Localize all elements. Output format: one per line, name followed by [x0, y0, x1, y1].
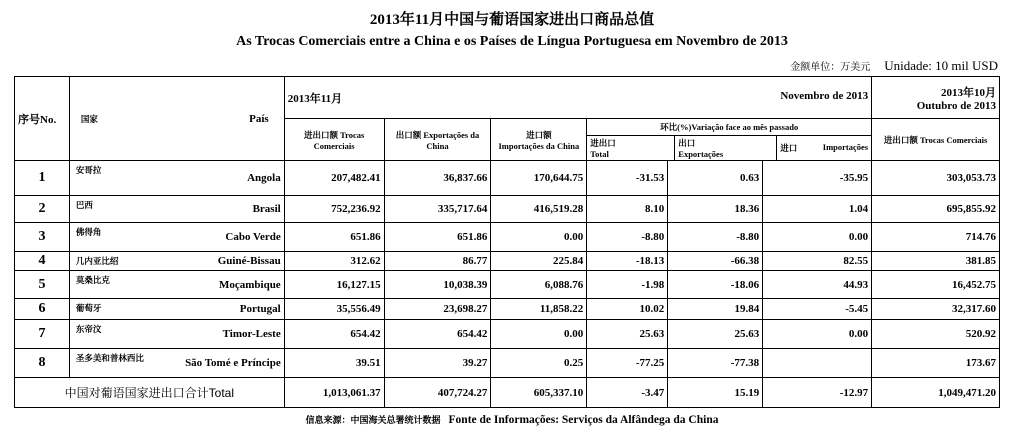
trade-value: 35,556.49 — [284, 299, 384, 320]
header-period-cn: 2013年11月 — [287, 92, 343, 105]
total-var-imp: -12.97 — [763, 378, 872, 408]
header-var — [587, 119, 872, 161]
total-trade: 1,013,061.37 — [284, 378, 384, 408]
country-cn: 莫桑比克 — [75, 275, 110, 285]
header-var-imp — [777, 136, 871, 160]
export-value: 23,698.27 — [384, 299, 491, 320]
var-export: -66.38 — [668, 252, 763, 271]
header-trade-pt: Trocas Comerciais — [313, 129, 365, 151]
country-pt: São Tomé e Príncipe — [185, 357, 281, 369]
import-value: 0.00 — [491, 223, 587, 252]
header-imp — [491, 119, 587, 161]
row-number: 7 — [15, 320, 70, 349]
header-trade-cn: 进出口额 — [303, 129, 338, 140]
header-var-total — [587, 136, 675, 160]
header-var-exp-cn: 出口 — [678, 138, 696, 148]
header-prev — [872, 77, 1000, 119]
header-prev-cn: 2013年10月 — [941, 86, 996, 99]
header-var-total-cn: 进出口 — [590, 138, 616, 148]
country-cell — [69, 320, 284, 349]
country-pt: Brasil — [252, 203, 281, 215]
var-import: 0.00 — [763, 223, 872, 252]
prev-trade-value: 173.67 — [872, 349, 1000, 378]
row-number: 6 — [15, 299, 70, 320]
header-var-total-pt: Total — [590, 149, 609, 159]
country-cell — [69, 223, 284, 252]
prev-trade-value: 381.85 — [872, 252, 1000, 271]
import-value: 225.84 — [491, 252, 587, 271]
header-no: 序号No. — [15, 77, 70, 161]
header-exp — [384, 119, 491, 161]
header-var-label: 环比(%)Variação face ao mês passado — [587, 119, 871, 136]
table-row — [15, 320, 1000, 349]
import-value: 11,858.22 — [491, 299, 587, 320]
var-import: 44.93 — [763, 271, 872, 299]
var-export: -8.80 — [668, 223, 763, 252]
header-prev-trade-cn: 进出口额 — [883, 134, 918, 145]
prev-trade-value: 714.76 — [872, 223, 1000, 252]
row-number: 8 — [15, 349, 70, 378]
var-total: -31.53 — [587, 161, 668, 196]
import-value: 0.00 — [491, 320, 587, 349]
country-cn: 佛得角 — [75, 227, 102, 237]
export-value: 10,038.39 — [384, 271, 491, 299]
trade-value: 651.86 — [284, 223, 384, 252]
import-value: 6,088.76 — [491, 271, 587, 299]
header-var-exp — [675, 136, 777, 160]
row-number: 3 — [15, 223, 70, 252]
country-cn: 葡萄牙 — [75, 303, 102, 313]
row-number: 5 — [15, 271, 70, 299]
var-import: 82.55 — [763, 252, 872, 271]
header-prev-trade — [872, 119, 1000, 161]
row-number: 4 — [15, 252, 70, 271]
header-exp-cn: 出口额 — [395, 129, 422, 140]
total-var-total: -3.47 — [587, 378, 668, 408]
header-var-imp-pt: Importações — [822, 142, 869, 152]
prev-trade-value: 16,452.75 — [872, 271, 1000, 299]
export-value: 36,837.66 — [384, 161, 491, 196]
source-cn: 信息来源：中国海关总署统计数据 — [305, 415, 441, 425]
import-value: 0.25 — [491, 349, 587, 378]
var-export: -77.38 — [668, 349, 763, 378]
header-var-exp-pt: Exportações — [678, 149, 724, 159]
header-period-pt: Novembro de 2013 — [780, 89, 869, 102]
var-total: -1.98 — [587, 271, 668, 299]
country-cell — [69, 196, 284, 223]
page-title: 2013年11月中国与葡语国家进出口商品总值 — [369, 12, 655, 28]
var-import: -5.45 — [763, 299, 872, 320]
var-export: 25.63 — [668, 320, 763, 349]
export-value: 86.77 — [384, 252, 491, 271]
row-number: 1 — [15, 161, 70, 196]
country-cn: 圣多美和普林西比 — [75, 353, 144, 363]
total-var-exp: 15.19 — [668, 378, 763, 408]
export-value: 654.42 — [384, 320, 491, 349]
total-imp: 605,337.10 — [491, 378, 587, 408]
page-subtitle: As Trocas Comerciais entre a China e os Países de Língua Portuguesa em Novembro de 2013 — [236, 34, 788, 49]
table-row — [15, 252, 1000, 271]
table-row — [15, 223, 1000, 252]
total-exp: 407,724.27 — [384, 378, 491, 408]
trade-value: 654.42 — [284, 320, 384, 349]
var-import: 0.00 — [763, 320, 872, 349]
country-cn: 安哥拉 — [75, 165, 102, 175]
trade-value: 16,127.15 — [284, 271, 384, 299]
table-row — [15, 271, 1000, 299]
total-row — [15, 378, 1000, 408]
country-cell — [69, 252, 284, 271]
header-country-pt: País — [249, 112, 269, 125]
trade-value: 39.51 — [284, 349, 384, 378]
var-total: 8.10 — [587, 196, 668, 223]
trade-value: 752,236.92 — [284, 196, 384, 223]
header-trade — [284, 119, 384, 161]
country-cell — [69, 161, 284, 196]
header-country — [69, 77, 284, 161]
country-cn: 东帝汶 — [75, 324, 102, 334]
var-total: -8.80 — [587, 223, 668, 252]
table-row — [15, 299, 1000, 320]
export-value: 335,717.64 — [384, 196, 491, 223]
prev-trade-value: 520.92 — [872, 320, 1000, 349]
var-export: 19.84 — [668, 299, 763, 320]
header-country-cn: 国家 — [80, 113, 98, 124]
total-label: 中国对葡语国家进出口合计Total — [15, 378, 285, 408]
export-value: 651.86 — [384, 223, 491, 252]
country-cell — [69, 299, 284, 320]
var-import: -35.95 — [763, 161, 872, 196]
trade-value: 312.62 — [284, 252, 384, 271]
row-number: 2 — [15, 196, 70, 223]
country-cell — [69, 271, 284, 299]
var-export: 18.36 — [668, 196, 763, 223]
country-pt: Cabo Verde — [225, 231, 281, 243]
var-import: 1.04 — [763, 196, 872, 223]
header-period — [284, 77, 871, 119]
country-pt: Timor-Leste — [222, 328, 281, 340]
prev-trade-value: 303,053.73 — [872, 161, 1000, 196]
var-total: -18.13 — [587, 252, 668, 271]
header-imp-cn: 进口额 — [526, 129, 552, 140]
source-note — [0, 413, 1024, 426]
country-pt: Angola — [247, 172, 281, 184]
trade-value: 207,482.41 — [284, 161, 384, 196]
table-row — [15, 196, 1000, 223]
country-cn: 几内亚比绍 — [75, 256, 119, 266]
header-prev-trade-pt: Trocas Comerciais — [919, 134, 988, 145]
var-export: -18.06 — [668, 271, 763, 299]
country-pt: Guiné-Bissau — [217, 255, 281, 267]
country-cn: 巴西 — [75, 200, 93, 210]
header-var-imp-cn: 进口 — [780, 143, 798, 153]
prev-trade-value: 32,317.60 — [872, 299, 1000, 320]
header-imp-pt: Importações da China — [498, 140, 580, 151]
country-cell — [69, 349, 284, 378]
header-exp-pt: Exportações da China — [423, 129, 480, 151]
header-prev-pt: Outubro de 2013 — [916, 99, 996, 112]
total-prev: 1,049,471.20 — [872, 378, 1000, 408]
import-value: 416,519.28 — [491, 196, 587, 223]
trade-table — [14, 76, 1000, 408]
table-row — [15, 349, 1000, 378]
var-total: -77.25 — [587, 349, 668, 378]
import-value: 170,644.75 — [491, 161, 587, 196]
source-pt: Fonte de Informações: Serviços da Alfândega da China — [448, 414, 719, 426]
var-total: 25.63 — [587, 320, 668, 349]
table-row — [15, 161, 1000, 196]
unit-label — [790, 58, 998, 74]
country-pt: Portugal — [239, 303, 281, 315]
unit-pt: Unidade: 10 mil USD — [884, 58, 998, 73]
prev-trade-value: 695,855.92 — [872, 196, 1000, 223]
var-export: 0.63 — [668, 161, 763, 196]
unit-cn: 金额单位：万美元 — [790, 62, 871, 73]
country-pt: Moçambique — [218, 278, 281, 291]
var-import — [763, 349, 872, 378]
export-value: 39.27 — [384, 349, 491, 378]
var-total: 10.02 — [587, 299, 668, 320]
